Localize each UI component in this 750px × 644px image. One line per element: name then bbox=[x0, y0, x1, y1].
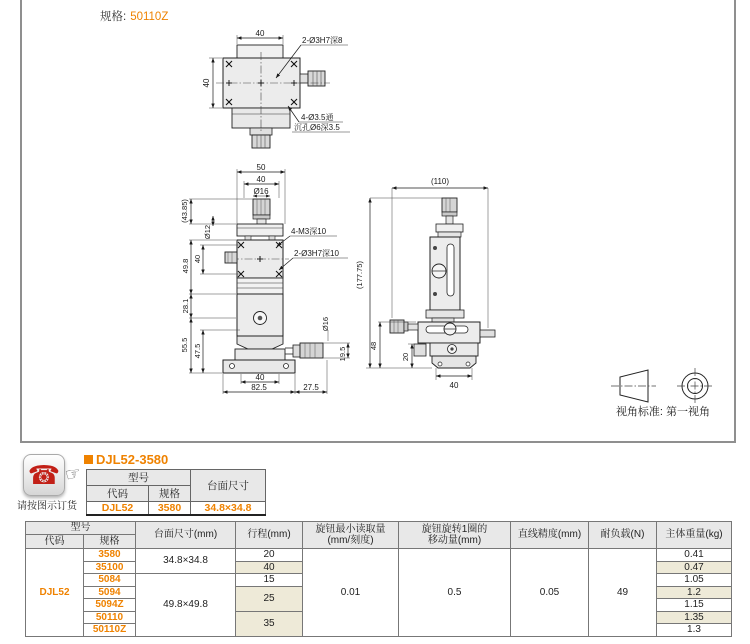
col-header-load: 耐负载(N) bbox=[589, 522, 657, 549]
front-dim-shaft-dia: Ø12 bbox=[203, 224, 212, 240]
travel-cell: 40 bbox=[236, 561, 303, 574]
order-header-spec: 规格 bbox=[149, 486, 191, 502]
pointing-hand-icon: ☞ bbox=[62, 462, 83, 486]
phone-icon: ☎ bbox=[27, 459, 61, 490]
spec-label: 规格: bbox=[100, 11, 127, 23]
order-value-size: 34.8×34.8 bbox=[191, 502, 266, 516]
size-cell: 34.8×34.8 bbox=[136, 549, 236, 574]
side-dim-110: (110) bbox=[430, 177, 450, 186]
front-dim-knob-dia: Ø16 bbox=[253, 187, 269, 196]
order-example-title bbox=[84, 452, 168, 467]
spec-link[interactable]: 3580 bbox=[84, 549, 136, 562]
col-header-min-read bbox=[303, 522, 399, 549]
side-dim-20: 20 bbox=[401, 352, 410, 362]
side-dim-17775: (177.75) bbox=[355, 261, 364, 289]
top-callout-holes: 2-Ø3H7深8 bbox=[302, 36, 343, 45]
order-value-code: DJL52 bbox=[87, 502, 149, 516]
table-row bbox=[26, 549, 732, 562]
col-header-per-rev-line1: 旋钮旋转1圈的 bbox=[421, 523, 488, 535]
side-view-drawing bbox=[352, 168, 552, 398]
order-header-size: 台面尺寸 bbox=[191, 470, 266, 502]
order-header-model: 型号 bbox=[87, 470, 191, 486]
col-header-travel: 行程(mm) bbox=[236, 522, 303, 549]
top-callout-counterbore: 沉孔Ø6深3.5 bbox=[294, 123, 340, 132]
spec-table bbox=[25, 521, 732, 637]
weight-cell: 1.3 bbox=[657, 624, 732, 637]
order-header-code: 代码 bbox=[87, 486, 149, 502]
front-dim-275: 27.5 bbox=[303, 383, 319, 392]
front-dim-40-top: 40 bbox=[256, 175, 266, 184]
col-header-size: 台面尺寸(mm) bbox=[136, 522, 236, 549]
spec-link[interactable]: 5094Z bbox=[84, 599, 136, 612]
front-view-drawing bbox=[175, 158, 360, 403]
projection-caption: 视角标准: 第一视角 bbox=[615, 406, 711, 418]
front-callout-pinholes: 2-Ø3H7深10 bbox=[294, 249, 339, 258]
page-border-left bbox=[20, 0, 22, 443]
top-dim-height: 40 bbox=[202, 78, 211, 88]
travel-cell: 25 bbox=[236, 586, 303, 611]
order-note: 请按图示订货 bbox=[17, 501, 77, 512]
spec-link[interactable]: 35100 bbox=[84, 561, 136, 574]
front-dim-16-right: Ø16 bbox=[321, 316, 330, 332]
precision-cell: 0.05 bbox=[511, 549, 589, 637]
order-example-table bbox=[86, 469, 266, 516]
front-dim-4385: (43.85) bbox=[180, 199, 189, 223]
first-angle-projection-icon bbox=[598, 366, 748, 406]
travel-cell: 20 bbox=[236, 549, 303, 562]
weight-cell: 0.41 bbox=[657, 549, 732, 562]
size-cell: 49.8×49.8 bbox=[136, 574, 236, 637]
code-cell: DJL52 bbox=[26, 549, 84, 637]
order-example-model: DJL52-3580 bbox=[96, 452, 169, 467]
side-dim-40: 40 bbox=[449, 381, 459, 390]
front-dim-195: 19.5 bbox=[338, 346, 347, 362]
travel-cell: 35 bbox=[236, 611, 303, 636]
front-dim-498: 49.8 bbox=[181, 258, 190, 274]
square-bullet-icon bbox=[84, 455, 93, 464]
top-view-drawing bbox=[180, 28, 375, 163]
spec-link[interactable]: 5084 bbox=[84, 574, 136, 587]
travel-cell: 15 bbox=[236, 574, 303, 587]
front-dim-40-left: 40 bbox=[193, 254, 202, 264]
load-cell: 49 bbox=[589, 549, 657, 637]
per-rev-cell: 0.5 bbox=[399, 549, 511, 637]
phone-order-button[interactable] bbox=[23, 454, 65, 496]
weight-cell: 1.05 bbox=[657, 574, 732, 587]
min-read-cell: 0.01 bbox=[303, 549, 399, 637]
front-dim-281: 28.1 bbox=[181, 298, 190, 314]
front-dim-40-bottom: 40 bbox=[255, 373, 265, 382]
order-value-spec: 3580 bbox=[149, 502, 191, 516]
weight-cell: 1.2 bbox=[657, 586, 732, 599]
col-header-weight: 主体重量(kg) bbox=[657, 522, 732, 549]
spec-link[interactable]: 50110Z bbox=[84, 624, 136, 637]
weight-cell: 1.35 bbox=[657, 611, 732, 624]
drawing-box-bottom-border bbox=[20, 441, 736, 443]
weight-cell: 1.15 bbox=[657, 599, 732, 612]
side-dim-48: 48 bbox=[369, 341, 378, 351]
col-header-precision: 直线精度(mm) bbox=[511, 522, 589, 549]
col-header-min-read-line1: 旋钮最小读取量 bbox=[315, 523, 386, 535]
spec-line bbox=[100, 8, 168, 24]
front-dim-825: 82.5 bbox=[251, 383, 267, 392]
spec-link[interactable]: 5094 bbox=[84, 586, 136, 599]
col-header-min-read-line2: (mm/刻度) bbox=[327, 535, 374, 546]
col-header-model: 型号 bbox=[26, 522, 136, 535]
top-callout-through-holes: 4-Ø3.5通 bbox=[301, 113, 334, 122]
front-dim-50: 50 bbox=[256, 163, 266, 172]
front-dim-475: 47.5 bbox=[193, 343, 202, 359]
spec-link[interactable]: 50110 bbox=[84, 611, 136, 624]
spec-value: 50110Z bbox=[130, 11, 169, 23]
weight-cell: 0.47 bbox=[657, 561, 732, 574]
front-dim-555: 55.5 bbox=[180, 337, 189, 353]
col-header-code: 代码 bbox=[26, 535, 84, 549]
col-header-per-rev bbox=[399, 522, 511, 549]
front-callout-m3: 4-M3深10 bbox=[291, 227, 327, 236]
col-header-spec: 规格 bbox=[84, 535, 136, 549]
col-header-per-rev-line2: 移动量(mm) bbox=[427, 535, 482, 546]
top-dim-width: 40 bbox=[255, 29, 265, 38]
